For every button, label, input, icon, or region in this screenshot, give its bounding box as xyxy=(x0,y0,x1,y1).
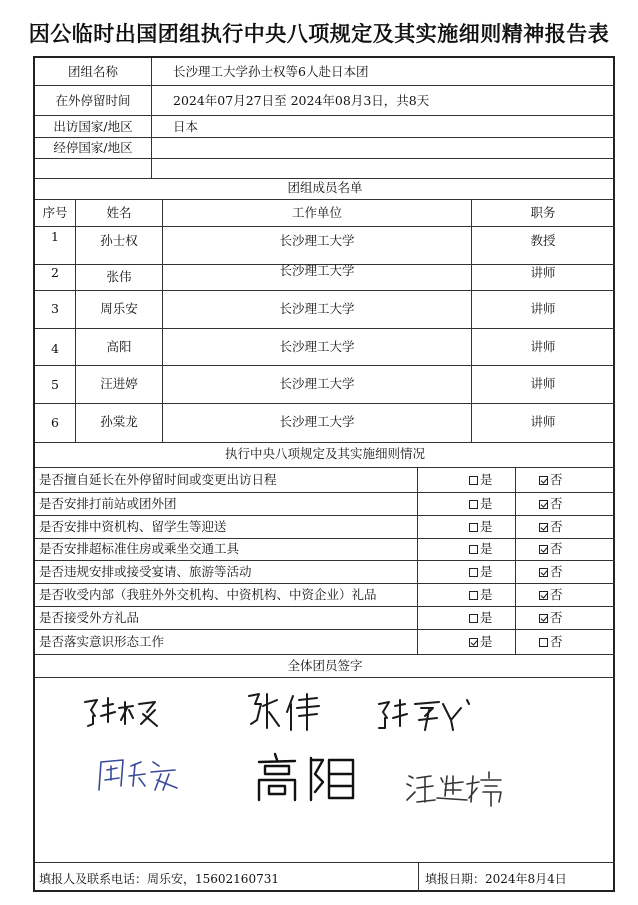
info-value-stay-time: 2024年07月27日至 2024年08月3日，共8天 xyxy=(173,93,430,108)
yes-checkbox[interactable] xyxy=(469,476,478,485)
option-yes[interactable] xyxy=(469,611,493,625)
info-value-group-name: 长沙理工大学孙士权等6人赴日本团 xyxy=(173,64,369,79)
option-yes-label: 是 xyxy=(480,519,493,534)
member-name: 高阳 xyxy=(106,339,132,354)
member-name: 孙棠龙 xyxy=(100,414,138,429)
option-no[interactable] xyxy=(539,542,563,556)
member-title: 讲师 xyxy=(530,376,556,391)
member-title: 讲师 xyxy=(530,301,556,316)
member-no: 2 xyxy=(51,265,59,280)
option-yes-label: 是 xyxy=(480,472,493,487)
members-header-name: 姓名 xyxy=(106,205,132,220)
option-yes[interactable] xyxy=(469,588,493,602)
option-no[interactable] xyxy=(539,520,563,534)
member-title: 教授 xyxy=(530,233,556,248)
option-no-label: 否 xyxy=(550,610,563,625)
form-title: 因公临时出国团组执行中央八项规定及其实施细则精神报告表 xyxy=(28,22,610,46)
option-yes[interactable] xyxy=(469,473,493,487)
signature-sun-tanglong xyxy=(375,696,475,732)
yes-checkbox[interactable] xyxy=(469,614,478,623)
option-no[interactable] xyxy=(539,588,563,602)
signature-gao-yang xyxy=(253,752,359,804)
info-label-visit-country: 出访国家/地区 xyxy=(53,119,133,134)
report-form xyxy=(33,56,615,892)
option-no-label: 否 xyxy=(550,564,563,579)
question-text: 是否安排打前站或团外团 xyxy=(39,496,177,511)
no-checkbox[interactable] xyxy=(539,476,548,485)
member-title: 讲师 xyxy=(530,339,556,354)
member-no: 5 xyxy=(51,377,59,392)
no-checkbox[interactable] xyxy=(539,500,548,509)
member-title: 讲师 xyxy=(530,414,556,429)
option-yes-label: 是 xyxy=(480,587,493,602)
option-yes[interactable] xyxy=(469,565,493,579)
option-yes-label: 是 xyxy=(480,496,493,511)
compliance-section-title: 执行中央八项规定及其实施细则情况 xyxy=(224,446,426,461)
no-checkbox[interactable] xyxy=(539,591,548,600)
option-yes[interactable] xyxy=(469,542,493,556)
member-unit: 长沙理工大学 xyxy=(279,339,355,354)
yes-checkbox[interactable] xyxy=(469,638,478,647)
option-no-label: 否 xyxy=(550,587,563,602)
signature-sun-shiquan xyxy=(81,694,177,730)
footer-reporter: 填报人及联系电话：周乐安，15602160731 xyxy=(39,872,279,886)
member-no: 6 xyxy=(51,415,59,430)
info-label-transit-country: 经停国家/地区 xyxy=(53,140,133,155)
member-unit: 长沙理工大学 xyxy=(279,414,355,429)
member-no: 4 xyxy=(51,341,59,356)
option-yes[interactable] xyxy=(469,635,493,649)
signature-section-title: 全体团员签字 xyxy=(287,658,363,673)
option-yes-label: 是 xyxy=(480,610,493,625)
option-yes-label: 是 xyxy=(480,634,493,649)
yes-checkbox[interactable] xyxy=(469,500,478,509)
yes-checkbox[interactable] xyxy=(469,568,478,577)
no-checkbox[interactable] xyxy=(539,545,548,554)
option-no-label: 否 xyxy=(550,519,563,534)
option-no-label: 否 xyxy=(550,541,563,556)
member-unit: 长沙理工大学 xyxy=(279,263,355,278)
members-section-title: 团组成员名单 xyxy=(287,180,363,195)
member-name: 汪进婷 xyxy=(100,376,138,391)
option-no[interactable] xyxy=(539,497,563,511)
info-label-stay-time: 在外停留时间 xyxy=(55,93,131,108)
signature-wang-jinting xyxy=(405,768,505,808)
question-text: 是否落实意识形态工作 xyxy=(39,634,165,649)
option-no[interactable] xyxy=(539,635,563,649)
member-unit: 长沙理工大学 xyxy=(279,233,355,248)
option-no-label: 否 xyxy=(550,472,563,487)
yes-checkbox[interactable] xyxy=(469,545,478,554)
option-no-label: 否 xyxy=(550,496,563,511)
option-no[interactable] xyxy=(539,473,563,487)
option-yes[interactable] xyxy=(469,497,493,511)
signature-zhang-wei xyxy=(245,690,325,732)
question-text: 是否收受内部（我驻外外交机构、中资机构、中资企业）礼品 xyxy=(39,587,377,602)
members-header-unit: 工作单位 xyxy=(291,205,343,220)
question-text: 是否接受外方礼品 xyxy=(39,610,140,625)
member-unit: 长沙理工大学 xyxy=(279,301,355,316)
option-yes-label: 是 xyxy=(480,564,493,579)
signature-zhou-lean xyxy=(95,756,191,794)
question-text: 是否擅自延长在外停留时间或变更出访日程 xyxy=(39,472,277,487)
option-no[interactable] xyxy=(539,611,563,625)
member-title: 讲师 xyxy=(530,265,556,280)
info-label-group-name: 团组名称 xyxy=(67,64,119,79)
option-yes[interactable] xyxy=(469,520,493,534)
option-no[interactable] xyxy=(539,565,563,579)
member-name: 孙士权 xyxy=(100,233,138,248)
question-text: 是否安排超标准住房或乘坐交通工具 xyxy=(39,541,240,556)
question-text: 是否安排中资机构、留学生等迎送 xyxy=(39,519,227,534)
question-text: 是否违规安排或接受宴请、旅游等活动 xyxy=(39,564,252,579)
info-value-visit-country: 日本 xyxy=(173,119,199,134)
member-name: 张伟 xyxy=(106,269,132,284)
member-unit: 长沙理工大学 xyxy=(279,376,355,391)
no-checkbox[interactable] xyxy=(539,614,548,623)
no-checkbox[interactable] xyxy=(539,638,548,647)
member-no: 3 xyxy=(51,301,59,316)
no-checkbox[interactable] xyxy=(539,568,548,577)
yes-checkbox[interactable] xyxy=(469,523,478,532)
footer-date: 填报日期：2024年8月4日 xyxy=(425,872,567,886)
no-checkbox[interactable] xyxy=(539,523,548,532)
yes-checkbox[interactable] xyxy=(469,591,478,600)
members-header-title: 职务 xyxy=(530,205,556,220)
member-name: 周乐安 xyxy=(100,301,138,316)
member-no: 1 xyxy=(51,229,59,244)
members-header-no: 序号 xyxy=(42,205,68,220)
option-yes-label: 是 xyxy=(480,541,493,556)
option-no-label: 否 xyxy=(550,634,563,649)
